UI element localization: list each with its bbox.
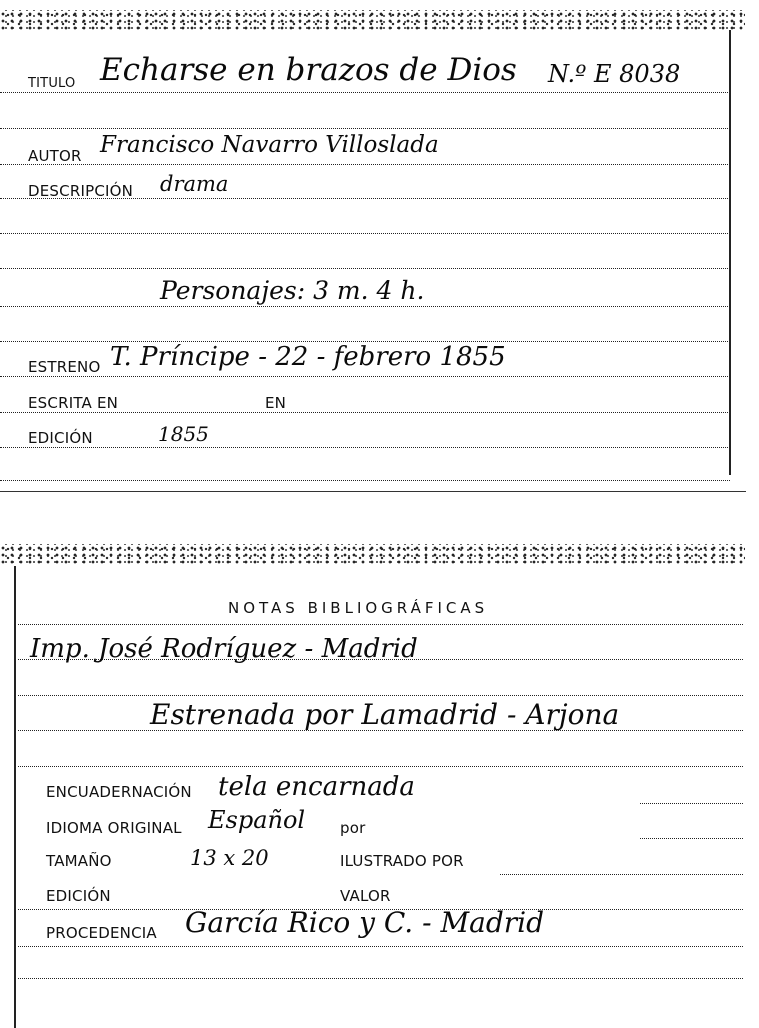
ruled-line [18,624,743,625]
card-separator [0,491,746,492]
ruled-line [0,92,730,93]
torn-edge [0,10,745,30]
ruled-line [0,128,730,129]
tamano-value: 13 x 20 [190,846,269,870]
catalog-card-top [0,0,759,495]
titulo-value: Echarse en brazos de Dios [100,52,517,88]
note-line-2: Estrenada por Lamadrid - Arjona [150,698,620,731]
card-border [14,566,16,1028]
ilustrado-por-label: ILUSTRADO POR [340,852,464,870]
idioma-original-label: IDIOMA ORIGINAL [46,819,182,837]
catalog-card-bottom [0,538,759,1028]
ruled-line [0,233,730,234]
ruled-line [0,480,730,481]
procedencia-value: García Rico y C. - Madrid [185,906,545,939]
por-label: por [340,819,366,837]
personajes-note: Personajes: 3 m. 4 h. [160,276,425,305]
edicion-label-bottom: EDICIÓN [46,887,111,905]
valor-label: VALOR [340,887,391,905]
torn-edge [0,544,745,564]
procedencia-label: PROCEDENCIA [46,924,157,942]
ruled-line [18,766,743,767]
estreno-value: T. Príncipe - 22 - febrero 1855 [110,342,506,372]
ruled-line [0,376,730,377]
titulo-label: TITULO [28,76,76,91]
ruled-line [18,695,743,696]
notas-heading: NOTAS BIBLIOGRÁFICAS [228,599,489,617]
encuadernacion-label: ENCUADERNACIÓN [46,783,192,801]
descripcion-label: DESCRIPCIÓN [28,182,134,200]
ruled-line [0,306,730,307]
ruled-line [0,268,730,269]
autor-label: AUTOR [28,147,82,165]
estreno-label: ESTRENO [28,358,101,376]
catalog-number: N.º E 8038 [548,60,681,88]
en-label: EN [265,394,287,412]
edicion-value: 1855 [158,422,209,446]
ruled-line [0,412,730,413]
autor-value: Francisco Navarro Villoslada [100,132,439,158]
encuadernacion-value: tela encarnada [218,772,415,802]
escrita-en-label: ESCRITA EN [28,394,119,412]
descripcion-value: drama [160,172,229,196]
ruled-line [640,838,743,839]
ruled-line [500,874,743,875]
edicion-label: EDICIÓN [28,429,93,447]
note-line-1: Imp. José Rodríguez - Madrid [30,634,418,664]
idioma-original-value: Español [208,806,306,834]
tamano-label: TAMAÑO [46,852,112,870]
card-border [729,30,731,475]
ruled-line [18,978,743,979]
ruled-line [640,803,743,804]
ruled-line [18,946,743,947]
ruled-line [0,447,730,448]
ruled-line [0,164,730,165]
